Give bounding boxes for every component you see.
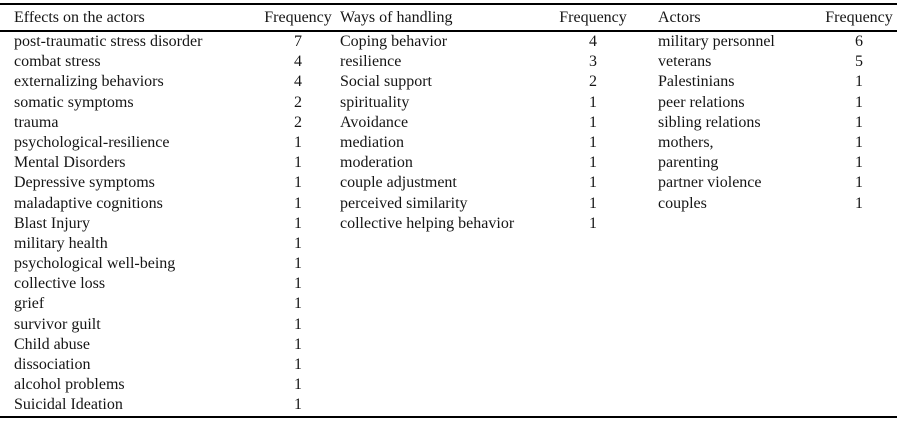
row-frequency: 1 [855, 194, 863, 212]
row-frequency: 1 [855, 154, 863, 172]
row-frequency: 1 [294, 295, 302, 313]
row-frequency: 1 [589, 174, 597, 192]
row-label: Mental Disorders [14, 154, 126, 172]
row-label: grief [14, 295, 45, 313]
row-label: combat stress [14, 53, 101, 71]
row-frequency: 1 [294, 133, 302, 151]
row-frequency: 2 [589, 73, 597, 91]
row-label: maladaptive cognitions [14, 194, 163, 212]
table-row [645, 52, 897, 72]
row-frequency: 1 [855, 73, 863, 91]
row-label: Depressive symptoms [14, 174, 155, 192]
table-body [0, 32, 897, 416]
row-frequency: 1 [589, 194, 597, 212]
row-frequency: 4 [294, 73, 302, 91]
row-label: military health [14, 234, 108, 252]
row-frequency: 1 [294, 214, 302, 232]
table-row [0, 32, 337, 52]
table-row [0, 294, 337, 314]
row-label: veterans [658, 53, 712, 71]
body-group-ways [337, 32, 645, 416]
row-frequency: 7 [294, 33, 302, 50]
table-row [337, 32, 645, 52]
table-row [337, 153, 645, 173]
table-row [0, 52, 337, 72]
row-label: resilience [340, 53, 402, 71]
row-label: perceived similarity [340, 194, 468, 212]
table-row [337, 133, 645, 153]
table-row [0, 274, 337, 294]
row-label: military personnel [658, 33, 775, 50]
row-label: psychological well-being [14, 255, 176, 273]
table-row [337, 214, 645, 234]
body-group-effects [0, 32, 337, 416]
table-row [0, 214, 337, 234]
row-frequency: 3 [589, 53, 597, 71]
row-label: Social support [340, 73, 432, 91]
row-label: somatic symptoms [14, 93, 134, 111]
column-header-ways: Ways of handling [340, 9, 453, 26]
column-header-frequency-3: Frequency [825, 9, 893, 26]
row-label: moderation [340, 154, 413, 172]
row-label: trauma [14, 113, 59, 131]
row-frequency: 1 [294, 356, 302, 373]
table-row [337, 173, 645, 193]
header-group-actors [645, 5, 897, 30]
row-label: externalizing behaviors [14, 73, 164, 91]
row-label: mothers, [658, 133, 714, 151]
column-header-frequency-2: Frequency [559, 9, 627, 26]
table-row [337, 52, 645, 72]
table-row [645, 32, 897, 52]
table-row [0, 133, 337, 153]
row-frequency: 1 [294, 174, 302, 192]
table-row [645, 93, 897, 113]
row-label: Child abuse [14, 335, 90, 353]
row-frequency: 1 [855, 93, 863, 111]
table-row [0, 113, 337, 133]
row-label: dissociation [14, 356, 91, 373]
row-frequency: 1 [589, 113, 597, 131]
row-label: couples [658, 194, 707, 212]
column-header-actors: Actors [658, 9, 701, 26]
row-label: psychological-resilience [14, 133, 170, 151]
table-row [0, 153, 337, 173]
table-row [0, 315, 337, 335]
table-row [0, 395, 337, 415]
row-frequency: 1 [855, 133, 863, 151]
body-group-actors [645, 32, 897, 416]
table-row [0, 234, 337, 254]
row-frequency: 1 [294, 255, 302, 273]
row-frequency: 1 [855, 113, 863, 131]
table-row [0, 173, 337, 193]
table-row [0, 93, 337, 113]
row-frequency: 1 [294, 335, 302, 353]
table-row [0, 335, 337, 355]
table-row [337, 72, 645, 92]
row-frequency: 1 [294, 275, 302, 293]
row-label: mediation [340, 133, 404, 151]
row-frequency: 1 [294, 315, 302, 333]
row-frequency: 6 [855, 33, 863, 50]
row-frequency: 1 [589, 133, 597, 151]
table-row [337, 113, 645, 133]
table-row [337, 194, 645, 214]
row-frequency: 4 [294, 53, 302, 71]
row-frequency: 1 [589, 214, 597, 232]
row-frequency: 1 [294, 194, 302, 212]
row-label: peer relations [658, 93, 745, 111]
row-frequency: 1 [294, 154, 302, 172]
row-frequency: 4 [589, 33, 597, 50]
row-label: Palestinians [658, 73, 735, 91]
row-label: Coping behavior [340, 33, 448, 50]
row-frequency: 1 [294, 376, 302, 394]
row-label: survivor guilt [14, 315, 101, 333]
table-row [337, 93, 645, 113]
row-label: parenting [658, 154, 719, 172]
table-row [645, 133, 897, 153]
row-frequency: 5 [855, 53, 863, 71]
row-label: post-traumatic stress disorder [14, 33, 203, 50]
row-frequency: 1 [589, 154, 597, 172]
column-header-frequency-1: Frequency [264, 9, 332, 26]
header-group-effects [0, 5, 337, 30]
table-row [645, 72, 897, 92]
column-header-effects: Effects on the actors [14, 9, 145, 26]
table-row [645, 113, 897, 133]
row-frequency: 1 [294, 396, 302, 414]
header-group-ways [337, 5, 645, 30]
table-row [645, 194, 897, 214]
row-label: Avoidance [340, 113, 409, 131]
row-label: Suicidal Ideation [14, 396, 123, 414]
table-row [0, 355, 337, 375]
table-row [0, 72, 337, 92]
row-label: collective loss [14, 275, 106, 293]
table-row [0, 194, 337, 214]
row-label: Blast Injury [14, 214, 90, 232]
row-frequency: 1 [589, 93, 597, 111]
row-label: collective helping behavior [340, 214, 515, 232]
row-frequency: 1 [294, 234, 302, 252]
table-row [645, 153, 897, 173]
row-label: alcohol problems [14, 376, 125, 394]
row-label: partner violence [658, 174, 762, 192]
table-row [0, 254, 337, 274]
row-frequency: 2 [294, 93, 302, 111]
table-row [0, 375, 337, 395]
table-bottom-rule [0, 416, 897, 418]
row-label: couple adjustment [340, 174, 457, 192]
table-header-row [0, 5, 897, 30]
row-label: spirituality [340, 93, 410, 111]
row-frequency: 2 [294, 113, 302, 131]
row-frequency: 1 [855, 174, 863, 192]
table-row [645, 173, 897, 193]
row-label: sibling relations [658, 113, 761, 131]
